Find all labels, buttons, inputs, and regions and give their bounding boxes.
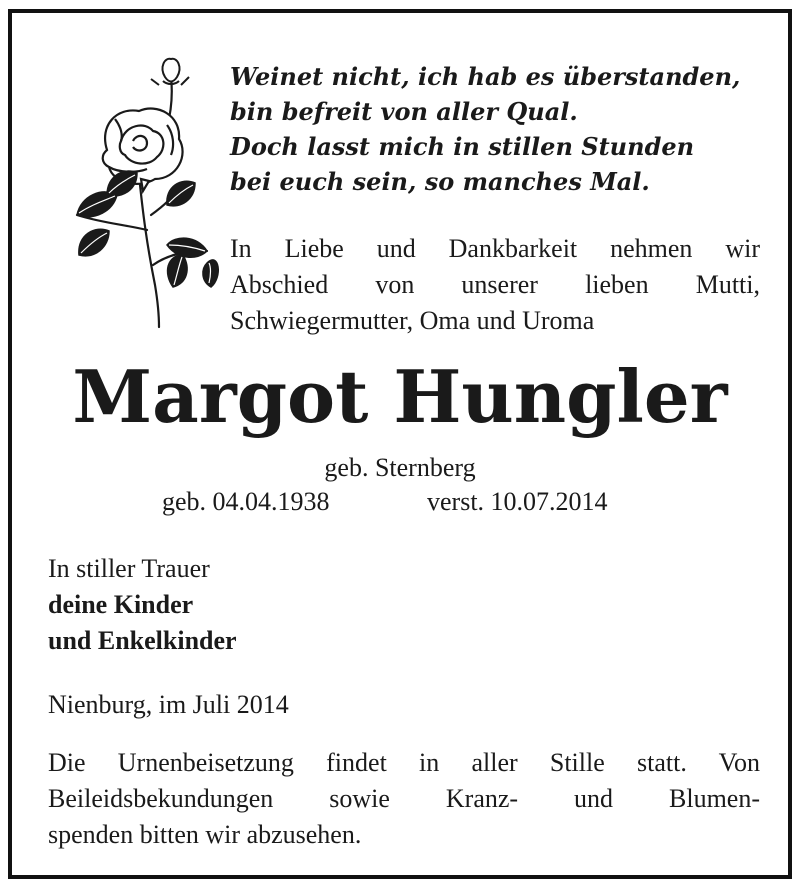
birth-date: geb. 04.04.1938 (162, 487, 330, 516)
poem-line: Doch lasst mich in stillen Stunden (230, 132, 695, 161)
poem-line: Weinet nicht, ich hab es überstanden, (230, 62, 741, 91)
rose-icon (47, 55, 227, 330)
mourners-line: deine Kinder (48, 590, 194, 619)
mourners (48, 551, 448, 659)
intro-line: In Liebe und Dankbarkeit nehmen wir (230, 234, 760, 263)
death-date: verst. 10.07.2014 (427, 487, 608, 516)
mourners-intro: In stiller Trauer (48, 554, 210, 583)
notice-line: spenden bitten wir abzusehen. (48, 820, 362, 849)
intro-line: Abschied von unserer lieben Mutti, (230, 270, 760, 299)
notice-line: Beileidsbekundungen sowie Kranz- und Blumen- (48, 784, 760, 813)
intro-text (230, 231, 760, 339)
maiden-name: geb. Sternberg (324, 453, 476, 482)
obituary-frame (8, 9, 792, 879)
poem-line: bei euch sein, so manches Mal. (230, 167, 650, 196)
deceased-name: Margot Hungler (72, 354, 728, 439)
intro-line: Schwiegermutter, Oma und Uroma (230, 306, 595, 335)
place-date: Nienburg, im Juli 2014 (48, 690, 289, 719)
poem (230, 59, 770, 199)
notice-line: Die Urnenbeisetzung findet in aller Stille statt. Von (48, 748, 760, 777)
mourners-line: und Enkelkinder (48, 626, 237, 655)
funeral-notice (48, 745, 760, 853)
poem-line: bin befreit von aller Qual. (230, 97, 578, 126)
